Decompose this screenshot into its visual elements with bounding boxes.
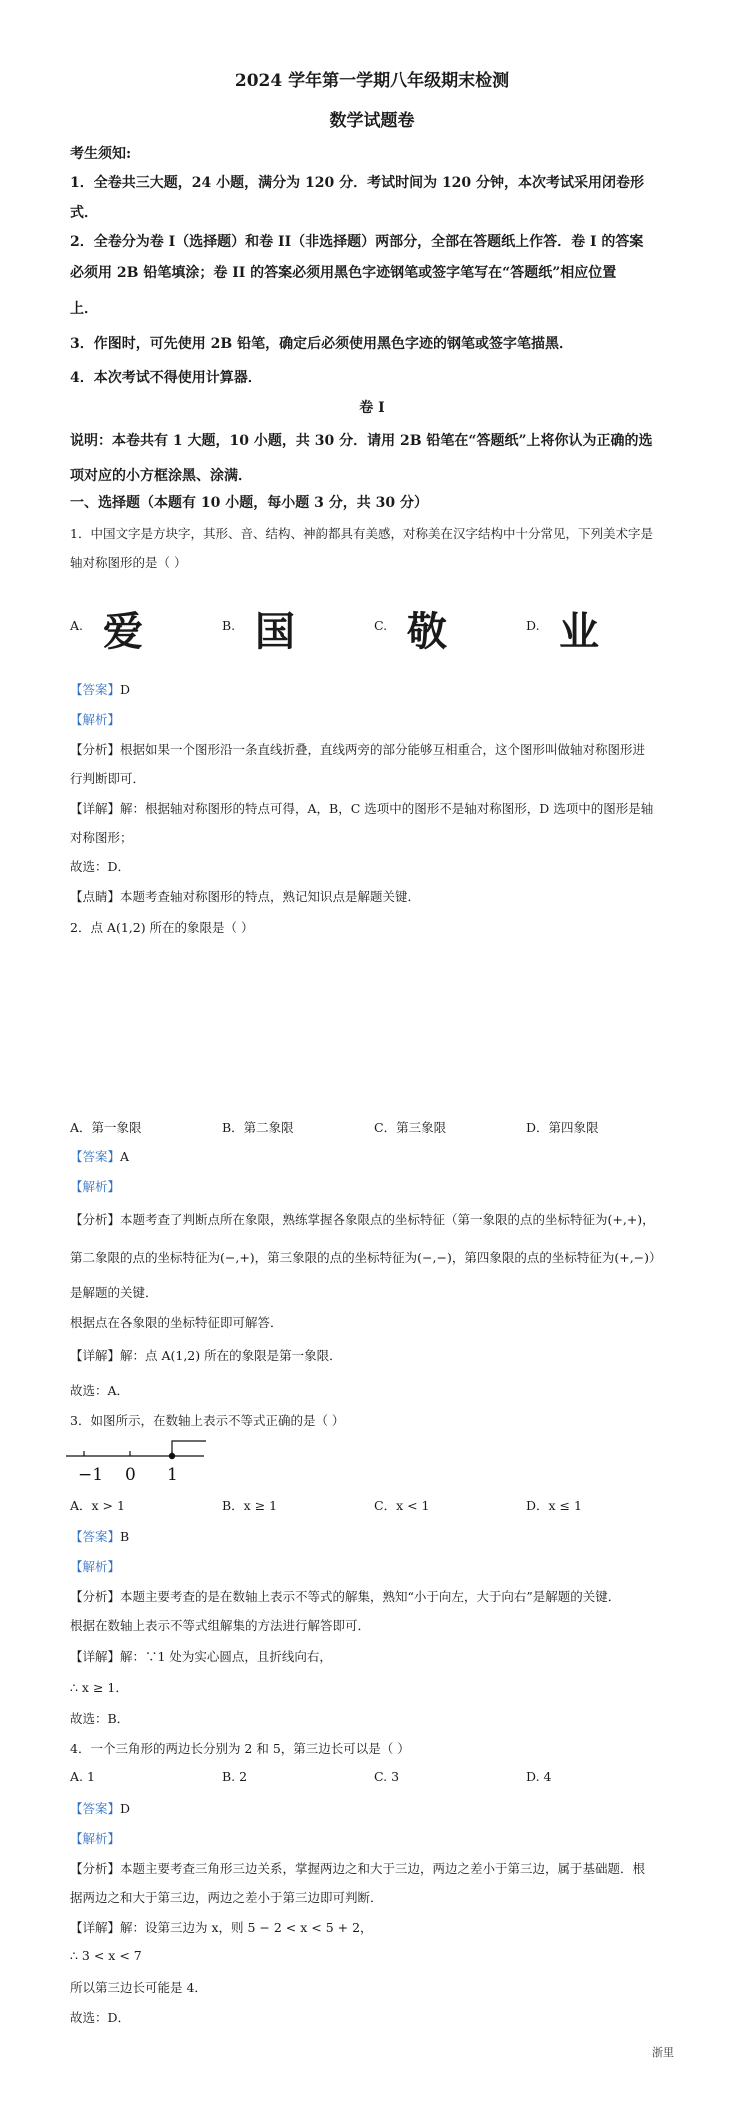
q4-option: B. 2 bbox=[222, 1769, 248, 1784]
q2-answer bbox=[70, 1147, 129, 1165]
q1-option-label: D. bbox=[526, 618, 540, 633]
q1-answer bbox=[70, 680, 130, 698]
tick-label: 1 bbox=[167, 1465, 178, 1485]
tick-label: −1 bbox=[78, 1465, 104, 1485]
q2-fenxi: 【分析】本题考查了判断点所在象限，熟练掌握各象限点的坐标特征（第一象限的点的坐标特征为(+,+)， bbox=[70, 1212, 655, 1227]
q4-therefore: ∴ 3 < x < 7 bbox=[70, 1948, 142, 1963]
analysis-label: 【解析】 bbox=[70, 712, 121, 727]
q4-xiangjie: 【详解】解：设第三边为 x，则 5 − 2 < x < 5 + 2， bbox=[70, 1920, 373, 1935]
q2-choice: 故选：A． bbox=[70, 1383, 130, 1398]
q1-option-label: C. bbox=[374, 618, 388, 633]
section-heading: 一、选择题（本题有 10 小题，每小题 3 分，共 30 分） bbox=[70, 495, 428, 511]
solid-endpoint bbox=[169, 1453, 175, 1459]
notice-line: 式． bbox=[70, 205, 98, 221]
notice-heading: 考生须知: bbox=[70, 146, 132, 162]
q4-answer bbox=[70, 1799, 130, 1817]
q3-choice: 故选：B． bbox=[70, 1711, 130, 1726]
answer-label: 【答案】 bbox=[70, 1801, 121, 1816]
analysis-label: 【解析】 bbox=[70, 1831, 121, 1846]
q1-dianjing: 【点睛】本题考查轴对称图形的特点，熟记知识点是解题关键． bbox=[70, 889, 421, 904]
q4-option: A. 1 bbox=[70, 1769, 95, 1784]
q2-xiangjie: 【详解】解：点 A(1,2) 所在的象限是第一象限． bbox=[70, 1348, 342, 1363]
notice-line: 2．全卷分为卷 I（选择题）和卷 II（非选择题）两部分，全部在答题纸上作答．卷 I 的答案 bbox=[70, 234, 644, 250]
q2-fenxi: 是解题的关键． bbox=[70, 1285, 158, 1300]
notice-line: 1．全卷共三大题，24 小题，满分为 120 分．考试时间为 120 分钟，本次考试采用闭卷形 bbox=[70, 175, 645, 191]
q2-option: C．第三象限 bbox=[374, 1120, 447, 1135]
q3-option: A．x > 1 bbox=[70, 1498, 125, 1513]
q1-choice: 故选：D． bbox=[70, 859, 131, 874]
q1-option-char: 国 bbox=[255, 609, 295, 655]
q2-option: A．第一象限 bbox=[70, 1120, 142, 1135]
q2-fenxi: 第二象限的点的坐标特征为(−,+)，第三象限的点的坐标特征为(−,−)，第四象限的点的坐标特征为(+,−)） bbox=[70, 1250, 662, 1265]
q4-fenxi: 据两边之和大于第三边，两边之差小于第三边即可判断． bbox=[70, 1890, 383, 1905]
notice-line: 4．本次考试不得使用计算器． bbox=[70, 370, 262, 386]
q4-fenxi: 【分析】本题主要考查三角形三边关系，掌握两边之和大于三边，两边之差小于第三边，属于基础题．根 bbox=[70, 1861, 646, 1876]
q4-option: D. 4 bbox=[526, 1769, 552, 1784]
q2-stem: 2．点 A(1,2) 所在的象限是（ ） bbox=[70, 920, 254, 935]
answer-value: D bbox=[120, 682, 131, 697]
q1-option-label: B. bbox=[222, 618, 236, 633]
answer-label: 【答案】 bbox=[70, 682, 121, 697]
volume-desc: 说明：本卷共有 1 大题，10 小题，共 30 分．请用 2B 铅笔在“答题纸”上将你认为正确的选 bbox=[70, 433, 653, 449]
q3-option: C．x < 1 bbox=[374, 1498, 430, 1513]
q1-fenxi: 行判断即可． bbox=[70, 771, 146, 786]
tick-label: 0 bbox=[125, 1465, 136, 1485]
q1-option-char: 业 bbox=[559, 609, 599, 655]
q1-stem: 轴对称图形的是（ ） bbox=[70, 555, 187, 570]
answer-label: 【答案】 bbox=[70, 1149, 121, 1164]
analysis-label: 【解析】 bbox=[70, 1179, 121, 1194]
answer-label: 【答案】 bbox=[70, 1529, 121, 1544]
answer-value: B bbox=[120, 1529, 130, 1544]
volume-title: 卷 I bbox=[359, 400, 385, 416]
q4-option: C. 3 bbox=[374, 1769, 400, 1784]
q3-fenxi: 根据在数轴上表示不等式组解集的方法进行解答即可． bbox=[70, 1618, 371, 1633]
notice-line: 上． bbox=[70, 301, 98, 317]
notice-line: 必须用 2B 铅笔填涂；卷 II 的答案必须用黑色字迹钢笔或签字笔写在“答题纸”相应位置 bbox=[70, 265, 617, 281]
q3-therefore: ∴ x ≥ 1． bbox=[70, 1680, 128, 1695]
q1-stem: 1．中国文字是方块字，其形、音、结构、神韵都具有美感，对称美在汉字结构中十分常见，下列美术字是 bbox=[70, 526, 653, 541]
notice-line: 3．作图时，可先使用 2B 铅笔，确定后必须使用黑色字迹的钢笔或签字笔描黑． bbox=[70, 336, 574, 352]
page-subtitle: 数学试题卷 bbox=[329, 111, 415, 131]
q1-xiangjie: 【详解】解：根据轴对称图形的特点可得，A，B，C 选项中的图形不是轴对称图形，D 选项中的图形是轴 bbox=[70, 801, 654, 816]
solution-ray bbox=[172, 1441, 206, 1456]
q1-option-char: 爱 bbox=[103, 609, 143, 655]
q3-stem: 3．如图所示，在数轴上表示不等式正确的是（ ） bbox=[70, 1413, 345, 1428]
q3-answer bbox=[70, 1527, 129, 1545]
q3-xiangjie: 【详解】解：∵1 处为实心圆点，且折线向右， bbox=[70, 1649, 332, 1664]
q4-conclusion: 所以第三边长可能是 4． bbox=[70, 1980, 207, 1995]
number-line-figure bbox=[66, 1436, 216, 1488]
q2-option: B．第二象限 bbox=[222, 1120, 294, 1135]
q3-fenxi: 【分析】本题主要考查的是在数轴上表示不等式的解集，熟知“小于向左，大于向右”是解题的关键． bbox=[70, 1589, 621, 1604]
answer-value: D bbox=[120, 1801, 131, 1816]
analysis-label: 【解析】 bbox=[70, 1559, 121, 1574]
q4-stem: 4．一个三角形的两边长分别为 2 和 5，第三边长可以是（ ） bbox=[70, 1741, 410, 1756]
q3-option: B．x ≥ 1 bbox=[222, 1498, 278, 1513]
q3-option: D．x ≤ 1 bbox=[526, 1498, 582, 1513]
volume-desc: 项对应的小方框涂黑、涂满． bbox=[70, 468, 252, 484]
q2-fenxi: 根据点在各象限的坐标特征即可解答． bbox=[70, 1315, 283, 1330]
answer-value: A bbox=[120, 1149, 130, 1164]
q4-choice: 故选：D． bbox=[70, 2010, 131, 2025]
q1-option-label: A. bbox=[70, 618, 84, 633]
q1-fenxi: 【分析】根据如果一个图形沿一条直线折叠，直线两旁的部分能够互相重合，这个图形叫做轴对称图形进 bbox=[70, 742, 646, 757]
footer-mark: 浙里 bbox=[652, 2046, 674, 2059]
q1-xiangjie: 对称图形； bbox=[70, 830, 133, 845]
q1-option-char: 敬 bbox=[407, 609, 447, 655]
q2-option: D．第四象限 bbox=[526, 1120, 599, 1135]
page-title: 2024 学年第一学期八年级期末检测 bbox=[234, 71, 510, 91]
